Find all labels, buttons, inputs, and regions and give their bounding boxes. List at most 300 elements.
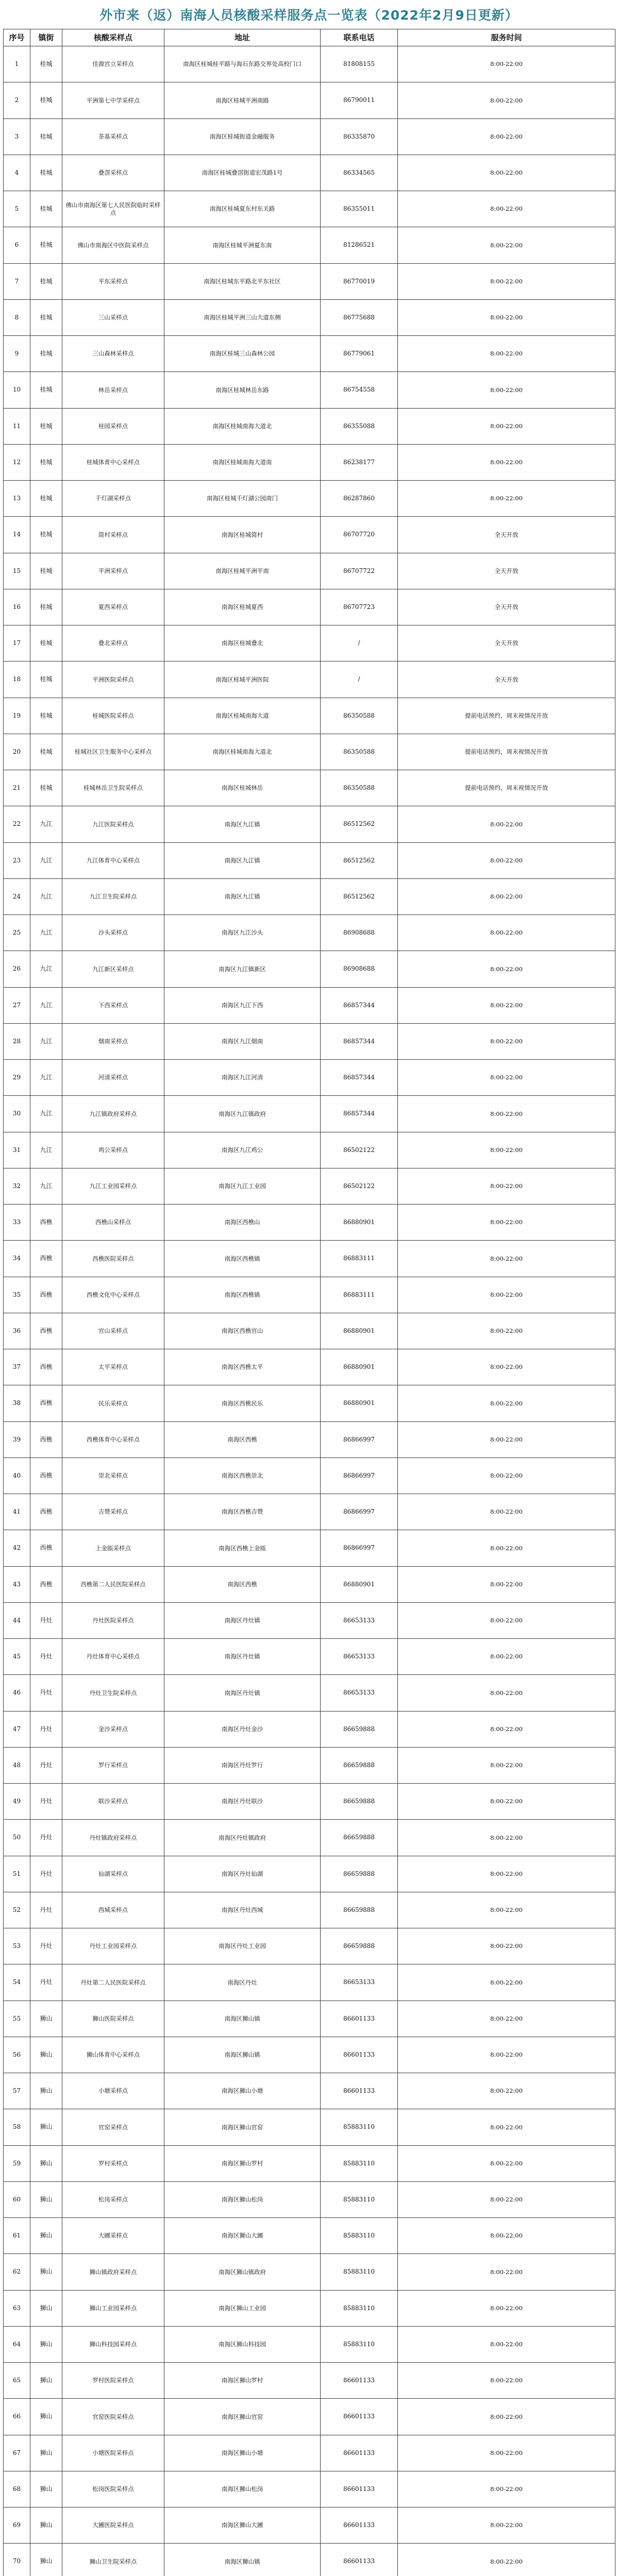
table-row (4, 2218, 615, 2254)
row-address: 南海区桂城林岳东路 (164, 372, 321, 408)
row-hours: 8:00-22:00 (398, 1385, 615, 1421)
row-hours: 8:00-22:00 (398, 806, 615, 842)
row-address: 南海区西樵官山 (164, 1313, 321, 1349)
table-row (4, 2507, 615, 2544)
table-row (4, 2399, 615, 2435)
row-phone: 86908688 (321, 915, 398, 951)
row-phone: 86883111 (321, 1277, 398, 1313)
row-address: 南海区九江河清 (164, 1060, 321, 1096)
row-address: 南海区桂城平洲医院 (164, 662, 321, 698)
row-town: 桂城 (30, 299, 62, 335)
row-address: 南海区西樵镇 (164, 1277, 321, 1313)
row-address: 南海区桂城叠北 (164, 625, 321, 662)
row-hours: 全天开放 (398, 662, 615, 698)
row-hours: 8:00-22:00 (398, 842, 615, 878)
row-index: 36 (4, 1313, 30, 1349)
row-phone: 86790011 (321, 82, 398, 118)
row-address: 南海区西樵民乐 (164, 1385, 321, 1421)
row-town: 桂城 (30, 698, 62, 734)
row-hours: 8:00-22:00 (398, 82, 615, 118)
row-site-name: 罗村医院采样点 (62, 2363, 164, 2399)
row-town: 狮山 (30, 2001, 62, 2037)
row-hours: 8:00-22:00 (398, 1566, 615, 1602)
row-hours: 8:00-22:00 (398, 1747, 615, 1783)
row-phone: 86601133 (321, 2399, 398, 2435)
row-town: 丹灶 (30, 1639, 62, 1675)
row-town: 西樵 (30, 1566, 62, 1602)
row-site-name: 西樵医院采样点 (62, 1241, 164, 1277)
row-town: 桂城 (30, 444, 62, 480)
row-address: 南海区狮山镇 (164, 2001, 321, 2037)
row-address: 南海区九江镇 (164, 878, 321, 914)
row-town: 九江 (30, 1060, 62, 1096)
row-site-name: 下西采样点 (62, 987, 164, 1023)
row-address: 南海区桂城三山森林公园 (164, 336, 321, 372)
row-phone: 86653133 (321, 1964, 398, 2001)
table-row (4, 842, 615, 878)
table-row (4, 1820, 615, 1856)
row-hours: 8:00-22:00 (398, 336, 615, 372)
table-row (4, 1892, 615, 1928)
table-row (4, 1530, 615, 1566)
row-town: 桂城 (30, 770, 62, 806)
row-town: 狮山 (30, 2544, 62, 2576)
row-address: 南海区桂城平洲南路 (164, 82, 321, 118)
table-row (4, 662, 615, 698)
row-town: 狮山 (30, 2471, 62, 2507)
row-phone: 86857344 (321, 1060, 398, 1096)
row-site-name: 夏西采样点 (62, 589, 164, 625)
row-town: 狮山 (30, 2507, 62, 2544)
row-town: 桂城 (30, 46, 62, 82)
row-index: 22 (4, 806, 30, 842)
row-site-name: 吉赞采样点 (62, 1494, 164, 1530)
row-town: 狮山 (30, 2109, 62, 2145)
row-index: 15 (4, 553, 30, 589)
table-row (4, 589, 615, 625)
row-town: 桂城 (30, 553, 62, 589)
row-index: 66 (4, 2399, 30, 2435)
row-address: 南海区桂城南海大道 (164, 698, 321, 734)
row-address: 南海区狮山镇政府 (164, 2254, 321, 2290)
row-site-name: 西樵山采样点 (62, 1205, 164, 1241)
row-phone: 86779061 (321, 336, 398, 372)
row-address: 南海区狮山大圃 (164, 2507, 321, 2544)
row-address: 南海区狮山官窑 (164, 2109, 321, 2145)
row-site-name: 金沙采样点 (62, 1711, 164, 1747)
row-address: 南海区桂城桂平路与海石东路交界处高校门口 (164, 46, 321, 82)
row-index: 23 (4, 842, 30, 878)
row-phone: 86659888 (321, 1928, 398, 1964)
row-site-name: 丹灶卫生院采样点 (62, 1675, 164, 1711)
row-town: 西樵 (30, 1530, 62, 1566)
row-town: 西樵 (30, 1313, 62, 1349)
row-phone: 86754558 (321, 372, 398, 408)
row-index: 64 (4, 2326, 30, 2362)
row-hours: 8:00-22:00 (398, 1349, 615, 1385)
table-row (4, 155, 615, 191)
row-site-name: 狮山工业园采样点 (62, 2290, 164, 2326)
row-address: 南海区桂城街道金融服务 (164, 118, 321, 155)
table-row (4, 2001, 615, 2037)
row-index: 40 (4, 1458, 30, 1494)
row-town: 桂城 (30, 82, 62, 118)
row-town: 桂城 (30, 227, 62, 263)
row-town: 桂城 (30, 408, 62, 444)
row-index: 67 (4, 2435, 30, 2471)
row-address: 南海区狮山镇 (164, 2037, 321, 2073)
row-site-name: 小塘采样点 (62, 2073, 164, 2109)
row-address: 南海区九江镇政府 (164, 1096, 321, 1132)
table-row (4, 625, 615, 662)
table-row (4, 263, 615, 299)
row-hours: 8:00-22:00 (398, 2109, 615, 2145)
row-address: 南海区狮山镇 (164, 2544, 321, 2576)
row-site-name: 佳源宫立采样点 (62, 46, 164, 82)
row-site-name: 平洲第七中学采样点 (62, 82, 164, 118)
row-site-name: 罗行采样点 (62, 1747, 164, 1783)
row-hours: 8:00-22:00 (398, 1132, 615, 1168)
row-address: 南海区西樵太平 (164, 1349, 321, 1385)
row-phone: 85883110 (321, 2326, 398, 2362)
row-address: 南海区九江下西 (164, 987, 321, 1023)
row-site-name: 桂城社区卫生服务中心采样点 (62, 734, 164, 770)
row-hours: 8:00-22:00 (398, 2181, 615, 2217)
table-header-row (4, 29, 615, 46)
row-site-name: 千灯湖采样点 (62, 481, 164, 517)
row-site-name: 大圃医院采样点 (62, 2507, 164, 2544)
row-hours: 8:00-22:00 (398, 2145, 615, 2181)
table-row (4, 2435, 615, 2471)
row-address: 南海区桂城平洲平南 (164, 553, 321, 589)
row-town: 西樵 (30, 1349, 62, 1385)
row-phone: 85883110 (321, 2145, 398, 2181)
row-index: 35 (4, 1277, 30, 1313)
row-hours: 8:00-22:00 (398, 915, 615, 951)
row-address: 南海区九江沙头 (164, 915, 321, 951)
row-site-name: 丹灶体育中心采样点 (62, 1639, 164, 1675)
row-phone: 86883111 (321, 1241, 398, 1277)
column-header-index: 序号 (4, 29, 30, 46)
row-town: 狮山 (30, 2435, 62, 2471)
row-hours: 8:00-22:00 (398, 481, 615, 517)
table-row (4, 1277, 615, 1313)
row-hours: 提前电话预约，周末视情况开放 (398, 734, 615, 770)
page-title: 外市来（返）南海人员核酸采样服务点一览表（2022年2月9日更新） (99, 8, 519, 23)
row-phone: 86707723 (321, 589, 398, 625)
row-town: 狮山 (30, 2145, 62, 2181)
row-index: 63 (4, 2290, 30, 2326)
row-index: 11 (4, 408, 30, 444)
row-phone: 86775688 (321, 299, 398, 335)
row-site-name: 小塘医院采样点 (62, 2435, 164, 2471)
row-site-name: 丹灶镇政府采样点 (62, 1820, 164, 1856)
row-town: 西樵 (30, 1277, 62, 1313)
row-index: 50 (4, 1820, 30, 1856)
table-row (4, 336, 615, 372)
row-site-name: 狮山镇政府采样点 (62, 2254, 164, 2290)
table-row (4, 770, 615, 806)
row-hours: 8:00-22:00 (398, 372, 615, 408)
row-index: 5 (4, 191, 30, 227)
row-site-name: 九江体育中心采样点 (62, 842, 164, 878)
row-phone: 86866997 (321, 1458, 398, 1494)
row-index: 38 (4, 1385, 30, 1421)
row-address: 南海区狮山工业园 (164, 2290, 321, 2326)
row-hours: 8:00-22:00 (398, 1856, 615, 1892)
row-town: 西樵 (30, 1494, 62, 1530)
row-site-name: 沙头采样点 (62, 915, 164, 951)
row-index: 14 (4, 517, 30, 553)
row-address: 南海区丹灶罗行 (164, 1747, 321, 1783)
table-row (4, 1060, 615, 1096)
row-hours: 全天开放 (398, 517, 615, 553)
row-hours: 8:00-22:00 (398, 1711, 615, 1747)
row-index: 31 (4, 1132, 30, 1168)
row-address: 南海区丹灶镇 (164, 1602, 321, 1638)
row-index: 9 (4, 336, 30, 372)
row-site-name: 桂城医院采样点 (62, 698, 164, 734)
row-index: 44 (4, 1602, 30, 1638)
row-town: 丹灶 (30, 1964, 62, 2001)
row-town: 九江 (30, 1023, 62, 1059)
row-hours: 8:00-22:00 (398, 1241, 615, 1277)
row-phone: 86659888 (321, 1820, 398, 1856)
row-index: 56 (4, 2037, 30, 2073)
row-hours: 8:00-22:00 (398, 1205, 615, 1241)
row-address: 南海区桂城简村 (164, 517, 321, 553)
row-site-name: 西樵第二人民医院采样点 (62, 1566, 164, 1602)
row-address: 南海区狮山罗村 (164, 2363, 321, 2399)
row-hours: 8:00-22:00 (398, 951, 615, 987)
row-index: 7 (4, 263, 30, 299)
row-phone: 86502122 (321, 1132, 398, 1168)
row-town: 桂城 (30, 625, 62, 662)
row-hours: 8:00-22:00 (398, 2001, 615, 2037)
row-address: 南海区狮山小塘 (164, 2435, 321, 2471)
table-row (4, 227, 615, 263)
row-hours: 8:00-22:00 (398, 2037, 615, 2073)
row-town: 西樵 (30, 1458, 62, 1494)
row-address: 南海区丹灶工业园 (164, 1928, 321, 1964)
row-hours: 8:00-22:00 (398, 155, 615, 191)
row-address: 南海区西樵 (164, 1566, 321, 1602)
row-hours: 8:00-22:00 (398, 2326, 615, 2362)
row-site-name: 林岳采样点 (62, 372, 164, 408)
row-hours: 8:00-22:00 (398, 2507, 615, 2544)
row-hours: 8:00-22:00 (398, 1494, 615, 1530)
table-row (4, 1168, 615, 1204)
row-address: 南海区九江工业园 (164, 1168, 321, 1204)
row-hours: 8:00-22:00 (398, 1458, 615, 1494)
row-site-name: 九江医院采样点 (62, 806, 164, 842)
table-row (4, 2254, 615, 2290)
row-phone: / (321, 625, 398, 662)
row-town: 桂城 (30, 517, 62, 553)
row-hours: 8:00-22:00 (398, 1892, 615, 1928)
row-index: 1 (4, 46, 30, 82)
row-phone: 86334565 (321, 155, 398, 191)
row-index: 51 (4, 1856, 30, 1892)
row-town: 九江 (30, 842, 62, 878)
row-phone: 86335870 (321, 118, 398, 155)
row-site-name: 官窑采样点 (62, 2109, 164, 2145)
row-address: 南海区丹灶金沙 (164, 1711, 321, 1747)
row-phone: 86770019 (321, 263, 398, 299)
row-index: 18 (4, 662, 30, 698)
row-phone: 85883110 (321, 2218, 398, 2254)
row-hours: 8:00-22:00 (398, 1530, 615, 1566)
table-row (4, 806, 615, 842)
row-site-name: 烟南采样点 (62, 1023, 164, 1059)
row-index: 45 (4, 1639, 30, 1675)
row-index: 3 (4, 118, 30, 155)
row-address: 南海区桂城南海大道南 (164, 444, 321, 480)
row-town: 九江 (30, 915, 62, 951)
row-address: 南海区九江烟南 (164, 1023, 321, 1059)
row-town: 丹灶 (30, 1928, 62, 1964)
row-site-name: 丹灶工业园采样点 (62, 1928, 164, 1964)
row-index: 52 (4, 1892, 30, 1928)
row-hours: 8:00-22:00 (398, 299, 615, 335)
row-phone: 86287860 (321, 481, 398, 517)
row-hours: 8:00-22:00 (398, 2435, 615, 2471)
row-hours: 8:00-22:00 (398, 1602, 615, 1638)
row-index: 53 (4, 1928, 30, 1964)
row-town: 丹灶 (30, 1784, 62, 1820)
table-row (4, 1385, 615, 1421)
row-index: 68 (4, 2471, 30, 2507)
row-address: 南海区九江镇 (164, 842, 321, 878)
row-town: 丹灶 (30, 1747, 62, 1783)
row-phone: 86659888 (321, 1856, 398, 1892)
row-site-name: 平东采样点 (62, 263, 164, 299)
row-hours: 提前电话预约，周末视情况开放 (398, 698, 615, 734)
row-address: 南海区桂城东平路北平东社区 (164, 263, 321, 299)
table-row (4, 2181, 615, 2217)
row-phone: 86707720 (321, 517, 398, 553)
row-hours: 8:00-22:00 (398, 46, 615, 82)
row-address: 南海区丹灶 (164, 1964, 321, 2001)
row-index: 24 (4, 878, 30, 914)
row-town: 丹灶 (30, 1892, 62, 1928)
table-row (4, 1784, 615, 1820)
row-phone: 85883110 (321, 2254, 398, 2290)
row-town: 桂城 (30, 263, 62, 299)
row-site-name: 河清采样点 (62, 1060, 164, 1096)
row-phone: 86512562 (321, 842, 398, 878)
row-phone: 86601133 (321, 2363, 398, 2399)
row-town: 九江 (30, 878, 62, 914)
row-phone: 86601133 (321, 2073, 398, 2109)
row-address: 南海区狮山官窑 (164, 2399, 321, 2435)
row-address: 南海区桂城夏西 (164, 589, 321, 625)
row-hours: 8:00-22:00 (398, 987, 615, 1023)
row-town: 丹灶 (30, 1602, 62, 1638)
row-index: 33 (4, 1205, 30, 1241)
table-row (4, 698, 615, 734)
row-hours: 8:00-22:00 (398, 1096, 615, 1132)
column-header-address: 地址 (164, 29, 321, 46)
row-hours: 8:00-22:00 (398, 1784, 615, 1820)
row-index: 8 (4, 299, 30, 335)
row-address: 南海区西樵镇 (164, 1241, 321, 1277)
row-hours: 全天开放 (398, 589, 615, 625)
row-site-name: 平洲医院采样点 (62, 662, 164, 698)
row-phone: 85883110 (321, 2109, 398, 2145)
row-phone: 85883110 (321, 2290, 398, 2326)
row-phone: 86707722 (321, 553, 398, 589)
row-phone: 86601133 (321, 2001, 398, 2037)
row-site-name: 桂城林岳卫生院采样点 (62, 770, 164, 806)
row-phone: 86857344 (321, 1023, 398, 1059)
table-row (4, 1096, 615, 1132)
row-town: 桂城 (30, 662, 62, 698)
row-town: 丹灶 (30, 1820, 62, 1856)
row-hours: 8:00-22:00 (398, 2218, 615, 2254)
row-index: 65 (4, 2363, 30, 2399)
row-address: 南海区桂城南海大道北 (164, 734, 321, 770)
row-address: 南海区狮山大圃 (164, 2218, 321, 2254)
row-address: 南海区九江镇新区 (164, 951, 321, 987)
row-index: 59 (4, 2145, 30, 2181)
row-hours: 8:00-22:00 (398, 2254, 615, 2290)
row-index: 4 (4, 155, 30, 191)
row-index: 19 (4, 698, 30, 734)
row-address: 南海区丹灶西城 (164, 1892, 321, 1928)
row-town: 西樵 (30, 1385, 62, 1421)
row-phone: 86355011 (321, 191, 398, 227)
row-phone: 86880901 (321, 1566, 398, 1602)
table-row (4, 1023, 615, 1059)
row-site-name: 民乐采样点 (62, 1385, 164, 1421)
table-row (4, 987, 615, 1023)
row-index: 49 (4, 1784, 30, 1820)
table-row (4, 46, 615, 82)
row-address: 南海区狮山科技园 (164, 2326, 321, 2362)
row-address: 南海区桂城夏东村东关路 (164, 191, 321, 227)
row-site-name: 罗村采样点 (62, 2145, 164, 2181)
row-hours: 8:00-22:00 (398, 1421, 615, 1458)
row-hours: 8:00-22:00 (398, 2290, 615, 2326)
row-site-name: 鸡公采样点 (62, 1132, 164, 1168)
row-town: 桂城 (30, 155, 62, 191)
row-index: 32 (4, 1168, 30, 1204)
row-site-name: 西樵体育中心采样点 (62, 1421, 164, 1458)
row-site-name: 大圃采样点 (62, 2218, 164, 2254)
row-address: 南海区桂城平洲三山大道东侧 (164, 299, 321, 335)
column-header-phone: 联系电话 (321, 29, 398, 46)
row-address: 南海区狮山松岗 (164, 2471, 321, 2507)
row-index: 62 (4, 2254, 30, 2290)
row-hours: 8:00-22:00 (398, 263, 615, 299)
row-site-name: 西城采样点 (62, 1892, 164, 1928)
row-index: 27 (4, 987, 30, 1023)
table-row (4, 299, 615, 335)
row-hours: 8:00-22:00 (398, 2073, 615, 2109)
row-site-name: 三山森林采样点 (62, 336, 164, 372)
row-site-name: 简村采样点 (62, 517, 164, 553)
row-index: 57 (4, 2073, 30, 2109)
table-row (4, 1205, 615, 1241)
row-index: 42 (4, 1530, 30, 1566)
row-site-name: 九江新区采样点 (62, 951, 164, 987)
row-site-name: 狮山医院采样点 (62, 2001, 164, 2037)
row-phone: 86857344 (321, 1096, 398, 1132)
row-address: 南海区西樵 (164, 1421, 321, 1458)
table-row (4, 1458, 615, 1494)
row-site-name: 仙湖采样点 (62, 1856, 164, 1892)
